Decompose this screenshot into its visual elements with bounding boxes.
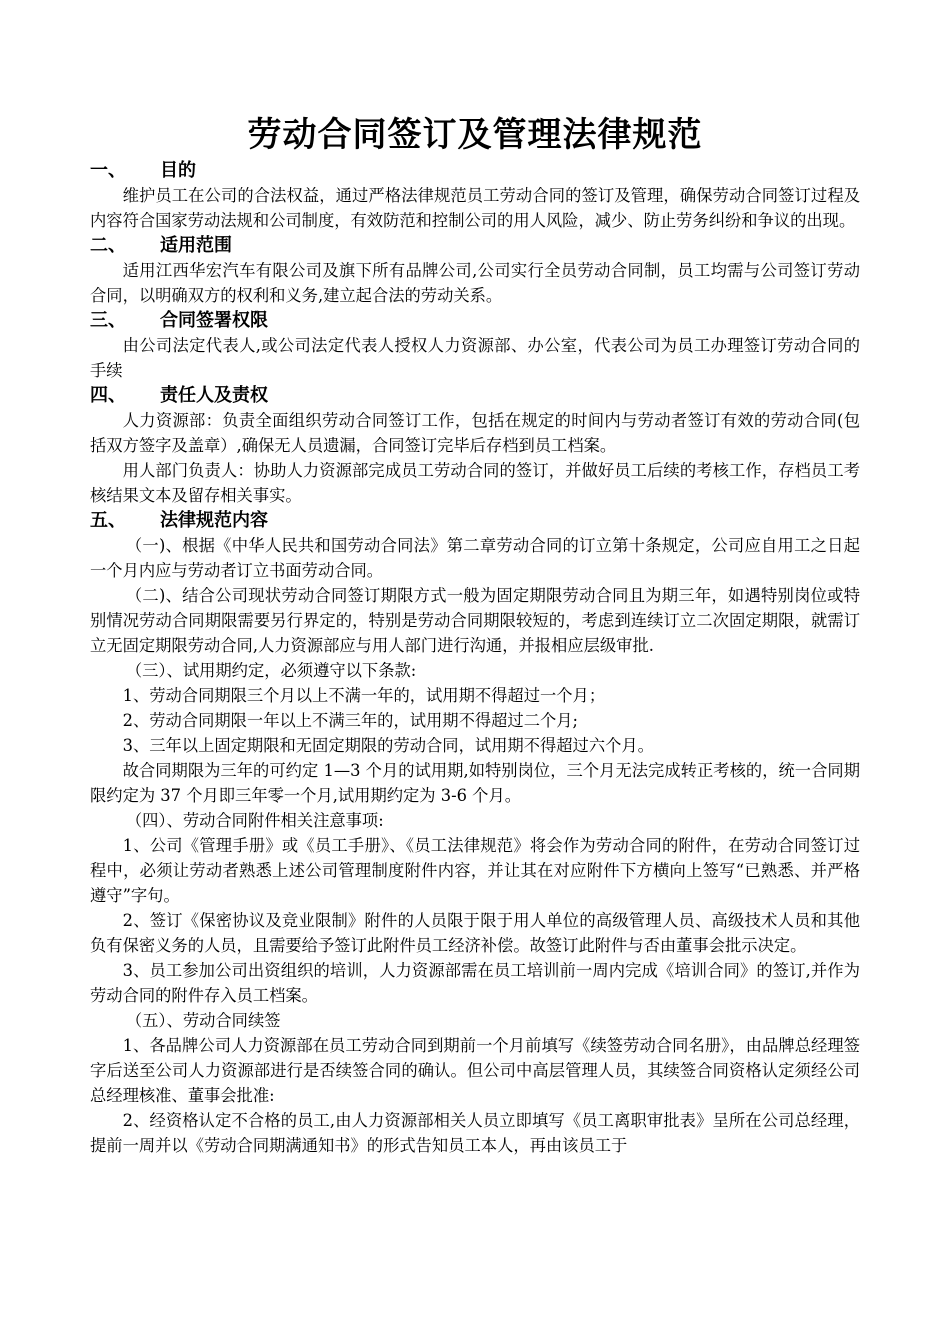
- paragraph: （一)、根据《中华人民共和国劳动合同法》第二章劳动合同的订立第十条规定，公司应自用工之日起一个月内应与劳动者订立书面劳动合同。: [90, 536, 860, 580]
- subsection-heading: （三）、试用期约定，必须遵守以下条款:: [125, 661, 417, 680]
- section-number: 五、: [90, 510, 126, 531]
- section-title: 法律规范内容: [160, 510, 268, 531]
- list-item: 1、公司《管理手册》或《员工手册》、《员工法律规范》将会作为劳动合同的附件，在劳动合同签订过程中，必须让劳动者熟悉上述公司管理制度附件内容，并让其在对应附件下方横向上签写“已熟悉、并严格遵守”字句。: [90, 836, 860, 905]
- section-title: 合同签署权限: [160, 310, 268, 331]
- paragraph: 维护员工在公司的合法权益，通过严格法律规范员工劳动合同的签订及管理，确保劳动合同签订过程及内容符合国家劳动法规和公司制度，有效防范和控制公司的用人风险，减少、防止劳务纠纷和争议的出现。: [90, 186, 860, 230]
- paragraph: 故合同期限为三年的可约定 1—3 个月的试用期,如特别岗位，三个月无法完成转正考核的，统一合同期限约定为 37 个月即三年零一个月,试用期约定为 3-6 个月。: [90, 761, 860, 805]
- section-title: 责任人及责权: [160, 385, 268, 406]
- subsection-heading: （五）、劳动合同续签: [125, 1011, 281, 1030]
- list-item: 3、员工参加公司出资组织的培训，人力资源部需在员工培训前一周内完成《培训合同》的签订,并作为劳动合同的附件存入员工档案。: [90, 961, 860, 1005]
- paragraph: （二)、结合公司现状劳动合同签订期限方式一般为固定期限劳动合同且为期三年，如遇特别岗位或特别情况劳动合同期限需要另行界定的，特别是劳动合同期限较短的，考虑到连续订立二次固定期限，就需订立无固定期限劳动合同,人力资源部应与用人部门进行沟通，并报相应层级审批.: [90, 586, 860, 655]
- section-heading-purpose: [90, 158, 860, 183]
- section-number: 二、: [90, 235, 126, 256]
- section-number: 四、: [90, 385, 126, 406]
- paragraph: 由公司法定代表人,或公司法定代表人授权人力资源部、办公室，代表公司为员工办理签订劳动合同的手续: [90, 336, 860, 380]
- paragraph: 人力资源部：负责全面组织劳动合同签订工作，包括在规定的时间内与劳动者签订有效的劳动合同(包括双方签字及盖章）,确保无人员遗漏，合同签订完毕后存档到员工档案。: [90, 411, 860, 455]
- list-item: 2、签订《保密协议及竞业限制》附件的人员限于限于用人单位的高级管理人员、高级技术人员和其他负有保密义务的人员，且需要给予签订此附件员工经济补偿。故签订此附件与否由董事会批示决定。: [90, 911, 860, 955]
- list-item: 2、经资格认定不合格的员工,由人力资源部相关人员立即填写《员工离职审批表》呈所在公司总经理，提前一周并以《劳动合同期满通知书》的形式告知员工本人，再由该员工于: [90, 1111, 860, 1155]
- subsection-heading: （四）、劳动合同附件相关注意事项:: [125, 811, 384, 830]
- section-number: 一、: [90, 160, 126, 181]
- section-heading-scope: [90, 233, 860, 258]
- section-heading-responsibility: [90, 383, 860, 408]
- list-item: 2、劳动合同期限一年以上不满三年的，试用期不得超过二个月;: [122, 711, 579, 730]
- section-title: 适用范围: [160, 235, 232, 256]
- list-item: 1、劳动合同期限三个月以上不满一年的，试用期不得超过一个月；: [122, 686, 606, 705]
- paragraph: 用人部门负责人：协助人力资源部完成员工劳动合同的签订，并做好员工后续的考核工作，存档员工考核结果文本及留存相关事实。: [90, 461, 860, 505]
- list-item: 1、各品牌公司人力资源部在员工劳动合同到期前一个月前填写《续签劳动合同名册》，由品牌总经理签字后送至公司人力资源部进行是否续签合同的确认。但公司中高层管理人员，其续签合同资格认定须经公司总经理核准、董事会批准:: [90, 1036, 860, 1105]
- section-heading-authority: [90, 308, 860, 333]
- list-item: 3、三年以上固定期限和无固定期限的劳动合同，试用期不得超过六个月。: [122, 736, 654, 755]
- section-number: 三、: [90, 310, 126, 331]
- paragraph: 适用江西华宏汽车有限公司及旗下所有品牌公司,公司实行全员劳动合同制，员工均需与公司签订劳动合同，以明确双方的权利和义务,建立起合法的劳动关系。: [90, 261, 860, 305]
- document-title: 劳动合同签订及管理法律规范: [247, 115, 703, 155]
- section-heading-legal-content: [90, 508, 860, 533]
- document-page: [90, 112, 860, 1158]
- section-title: 目的: [160, 160, 196, 181]
